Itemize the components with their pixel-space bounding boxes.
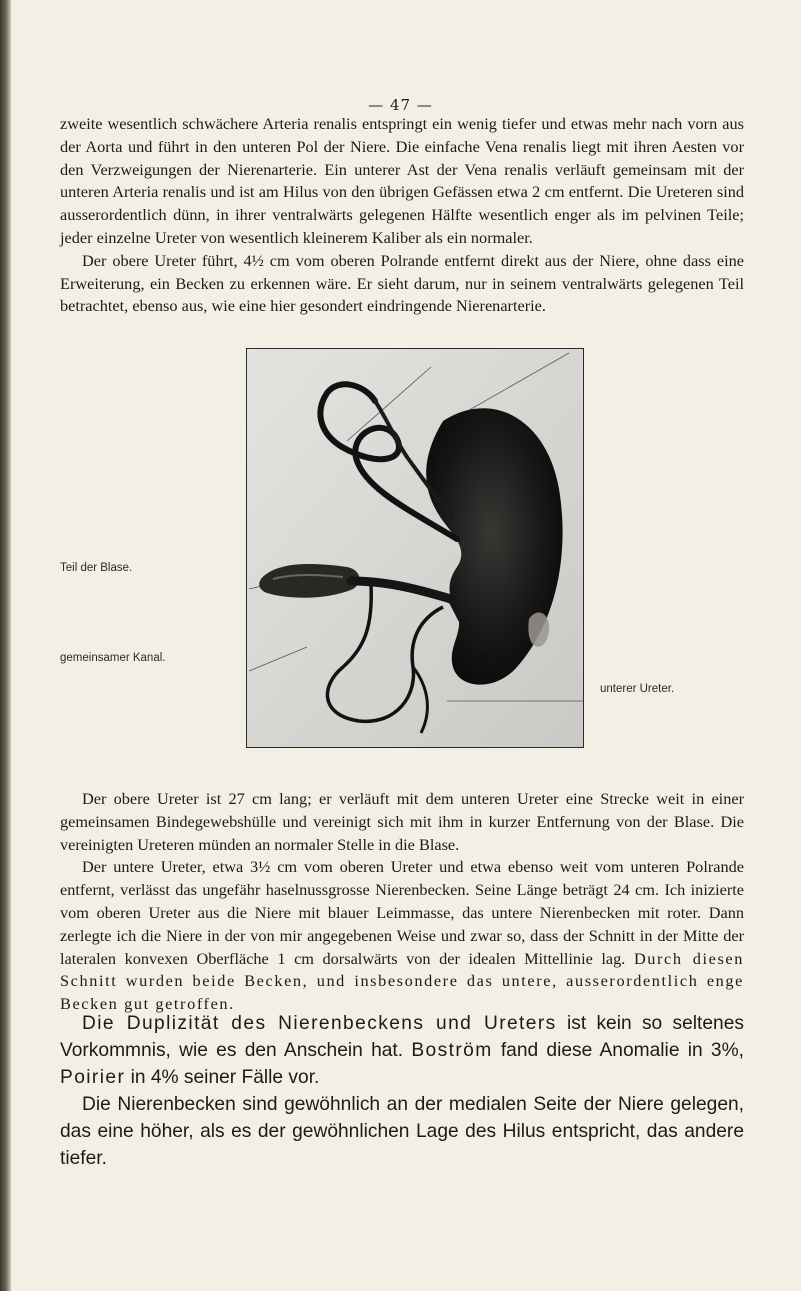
page-number: — 47 —	[368, 96, 433, 114]
paragraph-5	[60, 1010, 744, 1091]
p5-text-1: ist kein so seltenes Vorkommnis, wie es den Anschein hat.	[60, 1013, 744, 1061]
p5-text-3: in 4% seiner Fälle vor.	[130, 1067, 320, 1088]
paragraph-4-text: Der untere Ureter, etwa 3½ cm vom oberen Ureter und etwa ebenso weit vom unteren Polrande entfernt, verlässt das ungefähr haselnussgrosse Nierenbecken. Seine Länge beträgt 24 cm. Ich inizierte vom oberen Ureter aus die Niere mit blauer Leimmasse, das untere Nierenbecken mit roter. Dann zerlegte ich die Niere in der von mir angegebenen Weise und zwar so, dass der Schnitt in der Mitte der lateralen konvexen Oberfläche 1 cm dorsalwärts von der idealen Mittellinie lag.	[60, 857, 744, 968]
paragraph-4	[60, 856, 744, 1016]
kidney-figure	[246, 348, 584, 748]
text-block-middle	[60, 788, 744, 1016]
p5-text-2: fand diese Anomalie in 3%,	[500, 1040, 744, 1061]
p5-author-poirier: Poirier	[60, 1067, 126, 1088]
paragraph-3: Der obere Ureter ist 27 cm lang; er verläuft mit dem unteren Ureter eine Strecke weit in einer gemeinsamen Bindegewebshülle und vereinigt sich mit ihm in kurzer Entfernung von der Blase. Die vereinigten Ureteren münden an normaler Stelle in die Blase.	[60, 789, 744, 854]
p5-author-bostrom: Boström	[411, 1040, 493, 1061]
paragraph-6: Die Nierenbecken sind gewöhnlich an der medialen Seite der Niere gelegen, das eine höher, als es der gewöhnlichen Lage des Hilus entspricht, das andere tiefer.	[60, 1094, 744, 1169]
kidney-illustration	[247, 349, 583, 747]
label-gemeinsamer-kanal: gemeinsamer Kanal.	[60, 652, 166, 664]
book-binding-edge	[0, 0, 11, 1291]
label-teil-der-blase: Teil der Blase.	[60, 562, 133, 574]
label-unterer-ureter: unterer Ureter.	[600, 683, 675, 695]
p5-spaced-heading: Die Duplizität des Nierenbeckens und Ureters	[82, 1013, 557, 1034]
text-block-top	[60, 113, 744, 318]
paragraph-1: zweite wesentlich schwächere Arteria renalis entspringt ein wenig tiefer und etwas mehr nach vorn aus der Aorta und führt in den unteren Pol der Niere. Die einfache Vena renalis liegt mit ihren Aesten vor den Verzweigungen der Nierenarterie. Ein unterer Ast der Vena renalis verläuft gemeinsam mit der unteren Arteria renalis und ist am Hilus von den übrigen Gefässen etwa 2 cm entfernt. Die Ureteren sind ausserordentlich dünn, in ihrer ventralwärts gelegenen Hälfte wesentlich enger als im pelvinen Teile; jeder einzelne Ureter von wesentlich kleinerem Kaliber als ein normaler.	[60, 114, 744, 247]
paragraph-2: Der obere Ureter führt, 4½ cm vom oberen Polrande entfernt direkt aus der Niere, ohne dass eine Erweiterung, ein Becken zu erkennen wäre. Er sieht darum, nur in seinem ventralwärts gelegenen Teil betrachtet, ebenso aus, wie eine hier gesondert eindringende Nierenarterie.	[60, 250, 744, 316]
text-block-large	[60, 1010, 744, 1172]
paragraph-4-spaced: Durch diesen Schnitt wurden beide Becken, und insbesondere das untere, ausserordentlich enge Becken gut getroffen.	[60, 948, 744, 1014]
